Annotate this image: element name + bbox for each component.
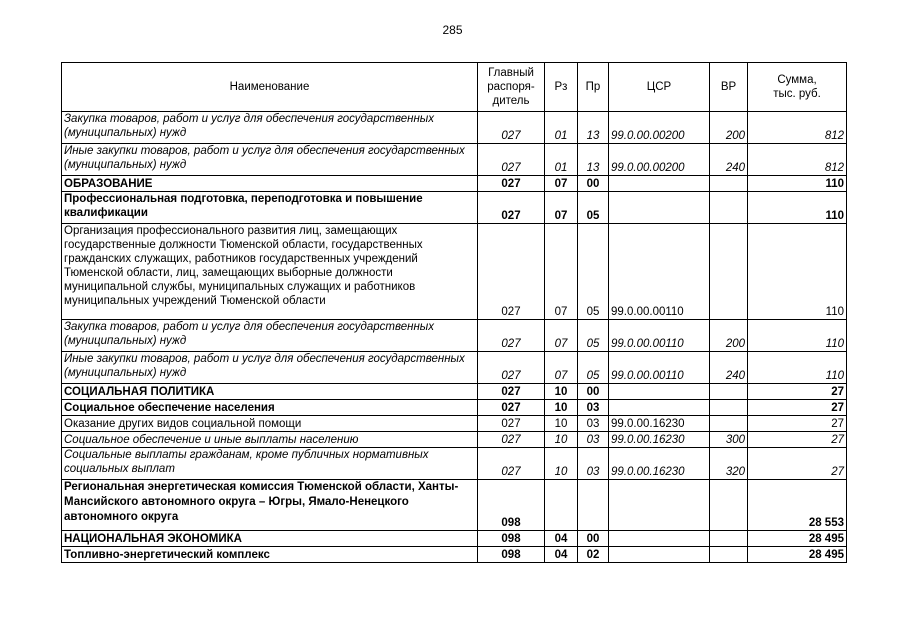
row-sum: 110 xyxy=(748,352,847,384)
row-sum: 110 xyxy=(748,224,847,320)
table-row xyxy=(62,384,847,400)
page-number: 285 xyxy=(442,23,463,37)
row-gr: 027 xyxy=(478,224,545,320)
row-gr: 027 xyxy=(478,416,545,432)
row-vr xyxy=(710,384,748,400)
row-sum: 812 xyxy=(748,144,847,176)
row-name: Иные закупки товаров, работ и услуг для обеспечения государственных (муниципальных) нужд xyxy=(62,352,478,384)
row-vr: 240 xyxy=(710,144,748,176)
row-gr: 098 xyxy=(478,480,545,531)
row-csr: 99.0.00.00200 xyxy=(609,112,710,144)
header-name: Наименование xyxy=(62,63,478,112)
row-rz: 10 xyxy=(545,432,578,448)
row-gr: 027 xyxy=(478,384,545,400)
row-csr xyxy=(609,531,710,547)
table-row xyxy=(62,176,847,192)
row-sum: 27 xyxy=(748,384,847,400)
row-gr: 098 xyxy=(478,547,545,563)
row-csr: 99.0.00.00200 xyxy=(609,144,710,176)
row-rz: 10 xyxy=(545,416,578,432)
row-rz: 01 xyxy=(545,144,578,176)
row-rz: 07 xyxy=(545,176,578,192)
row-rz: 10 xyxy=(545,400,578,416)
row-csr: 99.0.00.16230 xyxy=(609,448,710,480)
row-pr: 03 xyxy=(578,448,609,480)
table-row xyxy=(62,480,847,531)
row-gr: 027 xyxy=(478,400,545,416)
row-name: Региональная энергетическая комиссия Тюменской области, Ханты-Мансийского автономного округа – Югры, Ямало-Ненецкого автономного округа xyxy=(62,480,478,531)
row-gr: 098 xyxy=(478,531,545,547)
row-gr: 027 xyxy=(478,144,545,176)
row-sum: 27 xyxy=(748,416,847,432)
header-rz: Рз xyxy=(545,63,578,112)
row-csr xyxy=(609,400,710,416)
row-rz xyxy=(545,480,578,531)
row-gr: 027 xyxy=(478,192,545,224)
row-pr: 13 xyxy=(578,144,609,176)
row-pr: 05 xyxy=(578,224,609,320)
table-row xyxy=(62,320,847,352)
table-row xyxy=(62,192,847,224)
row-csr: 99.0.00.00110 xyxy=(609,320,710,352)
row-vr: 320 xyxy=(710,448,748,480)
row-sum: 28 495 xyxy=(748,547,847,563)
row-pr: 00 xyxy=(578,531,609,547)
row-vr: 200 xyxy=(710,320,748,352)
row-vr xyxy=(710,224,748,320)
table-row xyxy=(62,416,847,432)
row-pr: 05 xyxy=(578,192,609,224)
row-vr xyxy=(710,531,748,547)
row-csr xyxy=(609,192,710,224)
header-vr: ВР xyxy=(710,63,748,112)
row-name: СОЦИАЛЬНАЯ ПОЛИТИКА xyxy=(62,384,478,400)
row-name: Социальное обеспечение и иные выплаты населению xyxy=(62,432,478,448)
row-sum: 28 495 xyxy=(748,531,847,547)
row-vr xyxy=(710,192,748,224)
table-row xyxy=(62,144,847,176)
row-name: Закупка товаров, работ и услуг для обеспечения государственных (муниципальных) нужд xyxy=(62,112,478,144)
row-csr: 99.0.00.00110 xyxy=(609,352,710,384)
table-row xyxy=(62,400,847,416)
row-name: ОБРАЗОВАНИЕ xyxy=(62,176,478,192)
table-row xyxy=(62,448,847,480)
header-pr: Пр xyxy=(578,63,609,112)
header-sum: Сумма, тыс. руб. xyxy=(748,63,847,112)
row-vr xyxy=(710,400,748,416)
row-rz: 07 xyxy=(545,320,578,352)
row-rz: 01 xyxy=(545,112,578,144)
row-name: Закупка товаров, работ и услуг для обеспечения государственных (муниципальных) нужд xyxy=(62,320,478,352)
header-main-manager: Главный распоря- дитель xyxy=(478,63,545,112)
row-pr xyxy=(578,480,609,531)
row-pr: 03 xyxy=(578,432,609,448)
row-rz: 04 xyxy=(545,547,578,563)
row-name: Профессиональная подготовка, переподготовка и повышение квалификации xyxy=(62,192,478,224)
row-vr xyxy=(710,416,748,432)
row-pr: 05 xyxy=(578,320,609,352)
row-pr: 13 xyxy=(578,112,609,144)
row-sum: 110 xyxy=(748,320,847,352)
row-gr: 027 xyxy=(478,176,545,192)
row-rz: 10 xyxy=(545,384,578,400)
row-csr: 99.0.00.16230 xyxy=(609,416,710,432)
row-csr xyxy=(609,480,710,531)
row-name: Социальное обеспечение населения xyxy=(62,400,478,416)
row-pr: 02 xyxy=(578,547,609,563)
row-sum: 110 xyxy=(748,192,847,224)
row-name: НАЦИОНАЛЬНАЯ ЭКОНОМИКА xyxy=(62,531,478,547)
table-row xyxy=(62,531,847,547)
row-pr: 05 xyxy=(578,352,609,384)
row-name: Топливно-энергетический комплекс xyxy=(62,547,478,563)
row-name: Организация профессионального развития лиц, замещающих государственные должности Тюменской области, государственных гражданских служащих, работников государственных учреждений Тюменской области, лиц, замещающих выборные должности муниципальной службы, муниципальных служащих и работников муниципальных учреждений Тюменской области xyxy=(62,224,478,320)
row-csr xyxy=(609,176,710,192)
row-sum: 110 xyxy=(748,176,847,192)
table-row xyxy=(62,112,847,144)
row-vr: 240 xyxy=(710,352,748,384)
row-sum: 27 xyxy=(748,432,847,448)
row-gr: 027 xyxy=(478,352,545,384)
row-pr: 03 xyxy=(578,416,609,432)
budget-table xyxy=(61,62,847,563)
row-gr: 027 xyxy=(478,432,545,448)
row-gr: 027 xyxy=(478,448,545,480)
row-gr: 027 xyxy=(478,112,545,144)
row-csr xyxy=(609,384,710,400)
table-row xyxy=(62,547,847,563)
row-vr: 200 xyxy=(710,112,748,144)
row-vr xyxy=(710,176,748,192)
row-pr: 03 xyxy=(578,400,609,416)
row-name: Социальные выплаты гражданам, кроме публичных нормативных социальных выплат xyxy=(62,448,478,480)
row-name: Оказание других видов социальной помощи xyxy=(62,416,478,432)
row-sum: 27 xyxy=(748,400,847,416)
row-csr: 99.0.00.00110 xyxy=(609,224,710,320)
row-sum: 28 553 xyxy=(748,480,847,531)
table-row xyxy=(62,352,847,384)
row-rz: 04 xyxy=(545,531,578,547)
row-pr: 00 xyxy=(578,384,609,400)
row-rz: 07 xyxy=(545,192,578,224)
row-csr: 99.0.00.16230 xyxy=(609,432,710,448)
row-sum: 812 xyxy=(748,112,847,144)
row-name: Иные закупки товаров, работ и услуг для обеспечения государственных (муниципальных) нужд xyxy=(62,144,478,176)
header-row xyxy=(62,63,847,112)
row-pr: 00 xyxy=(578,176,609,192)
table-row xyxy=(62,432,847,448)
row-sum: 27 xyxy=(748,448,847,480)
row-rz: 07 xyxy=(545,224,578,320)
row-rz: 07 xyxy=(545,352,578,384)
row-csr xyxy=(609,547,710,563)
header-csr: ЦСР xyxy=(609,63,710,112)
table-row xyxy=(62,224,847,320)
row-vr: 300 xyxy=(710,432,748,448)
row-vr xyxy=(710,547,748,563)
row-rz: 10 xyxy=(545,448,578,480)
row-vr xyxy=(710,480,748,531)
row-gr: 027 xyxy=(478,320,545,352)
